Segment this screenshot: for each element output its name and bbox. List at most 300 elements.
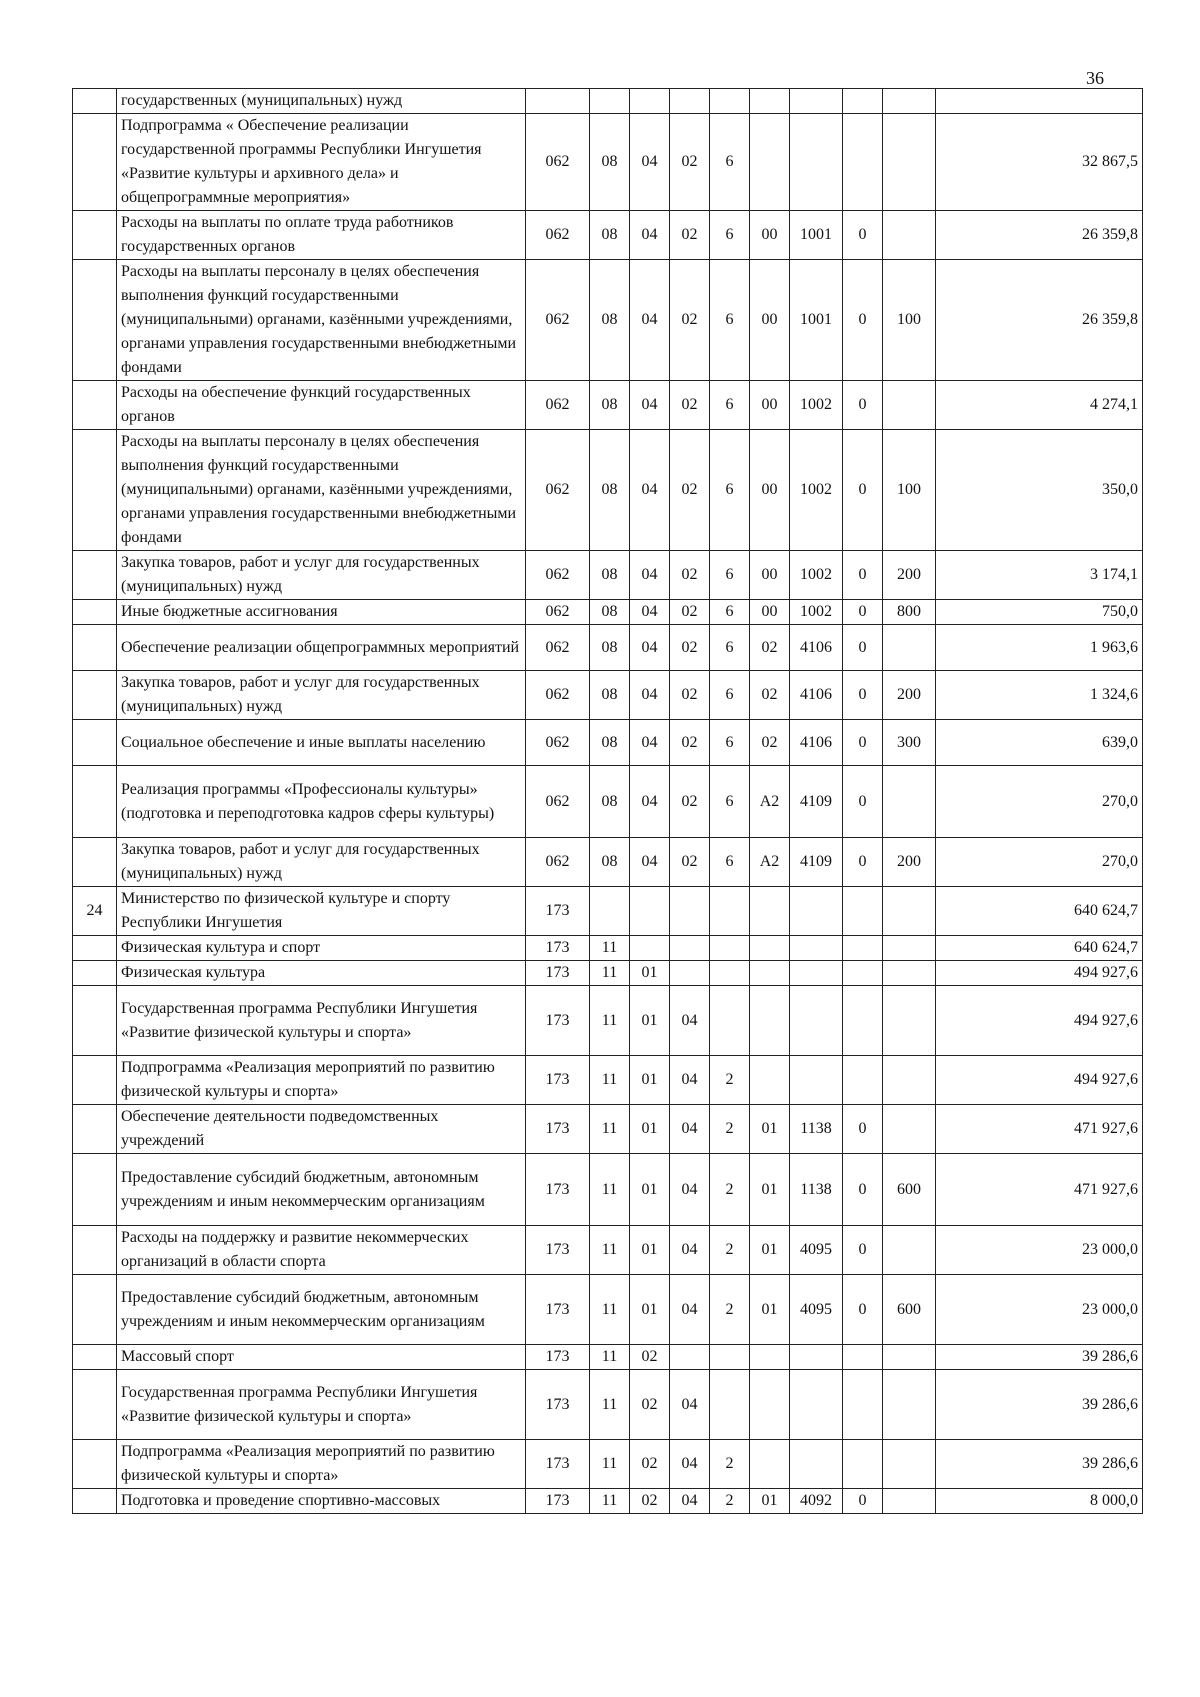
item-name: Предоставление субсидий бюджетным, автономным учреждениям и иным некоммерческим организациям [117,1275,526,1345]
code-program: 02 [670,766,710,838]
code-ministry: 062 [526,600,590,625]
row-number [73,961,117,986]
code-subprogram: 2 [710,1440,750,1489]
table-row [73,600,1143,625]
code-direction: 1002 [790,600,843,625]
code-subprogram: 6 [710,625,750,671]
table-row [73,720,1143,766]
code-program: 02 [670,114,710,211]
code-subsection: 01 [630,1056,670,1105]
item-name: Закупка товаров, работ и услуг для государственных (муниципальных) нужд [117,838,526,887]
item-name: Закупка товаров, работ и услуг для государственных (муниципальных) нужд [117,671,526,720]
amount: 494 927,6 [936,961,1143,986]
item-name: Физическая культура и спорт [117,936,526,961]
code-section: 08 [590,430,630,551]
code-subprogram: 6 [710,720,750,766]
code-activity [750,961,790,986]
row-number [73,89,117,114]
row-number [73,625,117,671]
amount: 270,0 [936,766,1143,838]
code-ministry: 062 [526,671,590,720]
code-section [590,887,630,936]
code-program [670,936,710,961]
amount [936,89,1143,114]
code-ministry: 173 [526,1440,590,1489]
code-direction [790,887,843,936]
amount: 350,0 [936,430,1143,551]
code-subprogram [710,1345,750,1370]
row-number [73,1440,117,1489]
row-number [73,1154,117,1226]
amount: 494 927,6 [936,986,1143,1056]
table-row [73,986,1143,1056]
code-subsection: 04 [630,838,670,887]
code-program: 02 [670,720,710,766]
table-row [73,1056,1143,1105]
code-expense-type: 200 [883,838,936,887]
amount: 39 286,6 [936,1345,1143,1370]
code-program: 02 [670,211,710,260]
code-program: 04 [670,986,710,1056]
code-activity: 01 [750,1226,790,1275]
item-name: Закупка товаров, работ и услуг для государственных (муниципальных) нужд [117,551,526,600]
item-name: Иные бюджетные ассигнования [117,600,526,625]
code-program [670,89,710,114]
code-ministry [526,89,590,114]
code-section: 11 [590,1440,630,1489]
code-extra [843,936,883,961]
code-activity: 02 [750,625,790,671]
code-expense-type [883,89,936,114]
code-direction: 1138 [790,1154,843,1226]
code-extra: 0 [843,1154,883,1226]
code-activity: 00 [750,211,790,260]
amount: 750,0 [936,600,1143,625]
code-ministry: 062 [526,381,590,430]
amount: 471 927,6 [936,1154,1143,1226]
code-program: 04 [670,1370,710,1440]
code-extra: 0 [843,551,883,600]
item-name: Расходы на выплаты по оплате труда работников государственных органов [117,211,526,260]
item-name: Расходы на выплаты персоналу в целях обеспечения выполнения функций государственными (муниципальными) органами, казёнными учреждениями, органами управления государственными внебюджетными фондами [117,430,526,551]
table-row [73,114,1143,211]
code-subsection: 04 [630,671,670,720]
row-number [73,211,117,260]
item-name: Подпрограмма «Реализация мероприятий по развитию физической культуры и спорта» [117,1440,526,1489]
table-row [73,1489,1143,1514]
amount: 32 867,5 [936,114,1143,211]
code-subsection: 01 [630,1105,670,1154]
code-expense-type [883,1370,936,1440]
table-row [73,766,1143,838]
code-expense-type [883,114,936,211]
code-program: 04 [670,1056,710,1105]
code-extra [843,961,883,986]
code-section: 08 [590,625,630,671]
code-extra [843,887,883,936]
code-section: 08 [590,720,630,766]
code-activity [750,936,790,961]
code-activity [750,114,790,211]
code-extra [843,986,883,1056]
code-extra [843,1370,883,1440]
code-activity: 01 [750,1154,790,1226]
item-name: Расходы на выплаты персоналу в целях обеспечения выполнения функций государственными (муниципальными) органами, казёнными учреждениями, органами управления государственными внебюджетными фондами [117,260,526,381]
item-name: Государственная программа Республики Ингушетия «Развитие физической культуры и спорта» [117,1370,526,1440]
code-section: 11 [590,1105,630,1154]
code-direction: 1002 [790,551,843,600]
code-ministry: 173 [526,961,590,986]
code-ministry: 173 [526,1489,590,1514]
code-activity: 00 [750,430,790,551]
budget-table [72,88,1143,1514]
amount: 640 624,7 [936,936,1143,961]
amount: 640 624,7 [936,887,1143,936]
code-expense-type [883,1056,936,1105]
code-activity: 00 [750,381,790,430]
code-subsection: 01 [630,1275,670,1345]
code-ministry: 173 [526,1275,590,1345]
code-ministry: 173 [526,1056,590,1105]
table-row [73,625,1143,671]
code-subsection: 04 [630,551,670,600]
code-subprogram: 6 [710,381,750,430]
amount: 26 359,8 [936,211,1143,260]
code-expense-type [883,1226,936,1275]
code-ministry: 062 [526,114,590,211]
row-number [73,1370,117,1440]
code-expense-type [883,986,936,1056]
table-row [73,671,1143,720]
code-section: 11 [590,1345,630,1370]
code-activity: 02 [750,720,790,766]
code-activity: 01 [750,1275,790,1345]
code-activity [750,1440,790,1489]
code-program: 04 [670,1275,710,1345]
code-activity: 00 [750,600,790,625]
table-row [73,1226,1143,1275]
code-direction: 4106 [790,625,843,671]
code-subsection: 02 [630,1489,670,1514]
table-row [73,887,1143,936]
code-direction: 1002 [790,430,843,551]
code-direction: 1001 [790,211,843,260]
row-number [73,1226,117,1275]
code-extra: 0 [843,838,883,887]
code-activity: А2 [750,766,790,838]
code-ministry: 062 [526,211,590,260]
table-row [73,551,1143,600]
code-section: 11 [590,1154,630,1226]
code-direction [790,936,843,961]
code-extra [843,1345,883,1370]
code-direction: 4095 [790,1275,843,1345]
code-direction: 4106 [790,671,843,720]
item-name: Государственная программа Республики Ингушетия «Развитие физической культуры и спорта» [117,986,526,1056]
code-subsection [630,887,670,936]
code-ministry: 062 [526,430,590,551]
amount: 1 963,6 [936,625,1143,671]
code-activity [750,887,790,936]
code-subsection: 02 [630,1345,670,1370]
code-subsection: 01 [630,1154,670,1226]
amount: 8 000,0 [936,1489,1143,1514]
code-ministry: 062 [526,551,590,600]
code-extra: 0 [843,1489,883,1514]
code-program: 04 [670,1489,710,1514]
code-program: 02 [670,260,710,381]
code-subprogram: 6 [710,766,750,838]
code-section: 08 [590,551,630,600]
item-name: Массовый спорт [117,1345,526,1370]
code-direction: 1002 [790,381,843,430]
code-expense-type [883,887,936,936]
code-expense-type [883,381,936,430]
code-subprogram: 6 [710,260,750,381]
code-section: 11 [590,1275,630,1345]
code-expense-type [883,1440,936,1489]
table-row [73,89,1143,114]
code-subprogram [710,961,750,986]
page-number: 36 [1086,68,1104,88]
code-program: 02 [670,381,710,430]
item-name: Министерство по физической культуре и спорту Республики Ингушетия [117,887,526,936]
row-number [73,720,117,766]
code-extra: 0 [843,671,883,720]
code-subsection [630,89,670,114]
table-row [73,211,1143,260]
code-extra: 0 [843,260,883,381]
code-subprogram: 2 [710,1056,750,1105]
code-ministry: 173 [526,1345,590,1370]
table-row [73,838,1143,887]
code-subprogram: 2 [710,1105,750,1154]
item-name: государственных (муниципальных) нужд [117,89,526,114]
row-number [73,1275,117,1345]
code-direction [790,114,843,211]
item-name: Подпрограмма « Обеспечение реализации государственной программы Республики Ингушетия «Развитие культуры и архивного дела» и общепрограммные мероприятия» [117,114,526,211]
code-expense-type [883,1105,936,1154]
code-subsection: 04 [630,600,670,625]
code-expense-type: 100 [883,430,936,551]
code-section: 08 [590,600,630,625]
code-subprogram: 6 [710,114,750,211]
code-section: 11 [590,1056,630,1105]
code-subsection: 04 [630,720,670,766]
table-row [73,1154,1143,1226]
table-row [73,1440,1143,1489]
code-subprogram: 6 [710,211,750,260]
code-activity: 00 [750,260,790,381]
code-extra: 0 [843,600,883,625]
code-expense-type: 600 [883,1154,936,1226]
code-extra: 0 [843,1105,883,1154]
code-program: 04 [670,1154,710,1226]
code-program: 02 [670,671,710,720]
item-name: Расходы на обеспечение функций государственных органов [117,381,526,430]
code-subprogram [710,887,750,936]
row-number [73,986,117,1056]
row-number [73,1489,117,1514]
item-name: Расходы на поддержку и развитие некоммерческих организаций в области спорта [117,1226,526,1275]
row-number [73,260,117,381]
code-ministry: 173 [526,1154,590,1226]
code-activity [750,1370,790,1440]
code-activity: А2 [750,838,790,887]
code-subsection: 01 [630,961,670,986]
item-name: Предоставление субсидий бюджетным, автономным учреждениям и иным некоммерческим организациям [117,1154,526,1226]
item-name: Реализация программы «Профессионалы культуры» (подготовка и переподготовка кадров сферы культуры) [117,766,526,838]
code-expense-type [883,211,936,260]
code-extra [843,1440,883,1489]
code-direction [790,1370,843,1440]
code-ministry: 173 [526,1226,590,1275]
code-ministry: 173 [526,1370,590,1440]
code-expense-type: 600 [883,1275,936,1345]
code-activity [750,986,790,1056]
code-program: 04 [670,1226,710,1275]
code-ministry: 173 [526,986,590,1056]
code-program: 02 [670,430,710,551]
code-subprogram [710,1370,750,1440]
code-subprogram: 6 [710,600,750,625]
item-name: Подпрограмма «Реализация мероприятий по развитию физической культуры и спорта» [117,1056,526,1105]
amount: 494 927,6 [936,1056,1143,1105]
code-section: 11 [590,986,630,1056]
code-extra [843,1056,883,1105]
code-ministry: 173 [526,936,590,961]
code-direction: 4109 [790,838,843,887]
item-name: Обеспечение реализации общепрограммных мероприятий [117,625,526,671]
code-extra: 0 [843,720,883,766]
code-extra [843,114,883,211]
code-activity: 01 [750,1105,790,1154]
code-expense-type [883,961,936,986]
code-direction: 4092 [790,1489,843,1514]
code-extra: 0 [843,381,883,430]
table-row [73,430,1143,551]
code-section: 11 [590,1226,630,1275]
code-direction [790,1056,843,1105]
table-row [73,1345,1143,1370]
code-activity: 00 [750,551,790,600]
row-number [73,936,117,961]
row-number [73,1345,117,1370]
code-expense-type: 100 [883,260,936,381]
code-ministry: 062 [526,260,590,381]
code-section: 11 [590,936,630,961]
table-row [73,936,1143,961]
table-row [73,1370,1143,1440]
amount: 471 927,6 [936,1105,1143,1154]
code-section: 08 [590,671,630,720]
code-subsection: 04 [630,766,670,838]
code-program [670,961,710,986]
code-section: 11 [590,1489,630,1514]
code-program: 02 [670,625,710,671]
code-direction: 4109 [790,766,843,838]
code-direction: 1138 [790,1105,843,1154]
code-subsection: 01 [630,1226,670,1275]
code-section: 08 [590,211,630,260]
amount: 1 324,6 [936,671,1143,720]
code-direction: 1001 [790,260,843,381]
code-direction: 4106 [790,720,843,766]
table-row [73,381,1143,430]
table-row [73,1275,1143,1345]
code-subsection: 01 [630,986,670,1056]
code-expense-type [883,1489,936,1514]
code-ministry: 173 [526,887,590,936]
amount: 3 174,1 [936,551,1143,600]
amount: 39 286,6 [936,1370,1143,1440]
code-extra: 0 [843,1275,883,1345]
code-subsection: 04 [630,211,670,260]
code-activity [750,1345,790,1370]
code-ministry: 173 [526,1105,590,1154]
code-extra: 0 [843,1226,883,1275]
code-expense-type [883,625,936,671]
code-subsection: 04 [630,381,670,430]
code-direction [790,986,843,1056]
code-subprogram: 2 [710,1226,750,1275]
code-expense-type: 200 [883,551,936,600]
code-section: 11 [590,1370,630,1440]
code-ministry: 062 [526,766,590,838]
code-expense-type: 200 [883,671,936,720]
code-activity: 02 [750,671,790,720]
code-section [590,89,630,114]
code-extra: 0 [843,430,883,551]
code-section: 08 [590,381,630,430]
amount: 26 359,8 [936,260,1143,381]
code-program [670,1345,710,1370]
code-extra [843,89,883,114]
amount: 39 286,6 [936,1440,1143,1489]
row-number [73,671,117,720]
code-subsection: 02 [630,1370,670,1440]
code-extra: 0 [843,625,883,671]
code-program: 02 [670,600,710,625]
row-number [73,381,117,430]
row-number [73,838,117,887]
code-subprogram [710,89,750,114]
item-name: Подготовка и проведение спортивно-массовых [117,1489,526,1514]
item-name: Обеспечение деятельности подведомственных учреждений [117,1105,526,1154]
code-direction [790,961,843,986]
row-number: 24 [73,887,117,936]
code-subprogram: 6 [710,671,750,720]
amount: 23 000,0 [936,1226,1143,1275]
code-expense-type: 800 [883,600,936,625]
code-subprogram: 2 [710,1489,750,1514]
code-subprogram: 6 [710,551,750,600]
row-number [73,766,117,838]
code-program: 04 [670,1440,710,1489]
amount: 270,0 [936,838,1143,887]
code-direction [790,1345,843,1370]
code-ministry: 062 [526,625,590,671]
code-extra: 0 [843,766,883,838]
code-direction: 4095 [790,1226,843,1275]
table-row [73,1105,1143,1154]
code-subsection: 04 [630,114,670,211]
code-program: 04 [670,1105,710,1154]
code-subprogram: 6 [710,430,750,551]
table-row [73,260,1143,381]
row-number [73,114,117,211]
code-activity [750,89,790,114]
